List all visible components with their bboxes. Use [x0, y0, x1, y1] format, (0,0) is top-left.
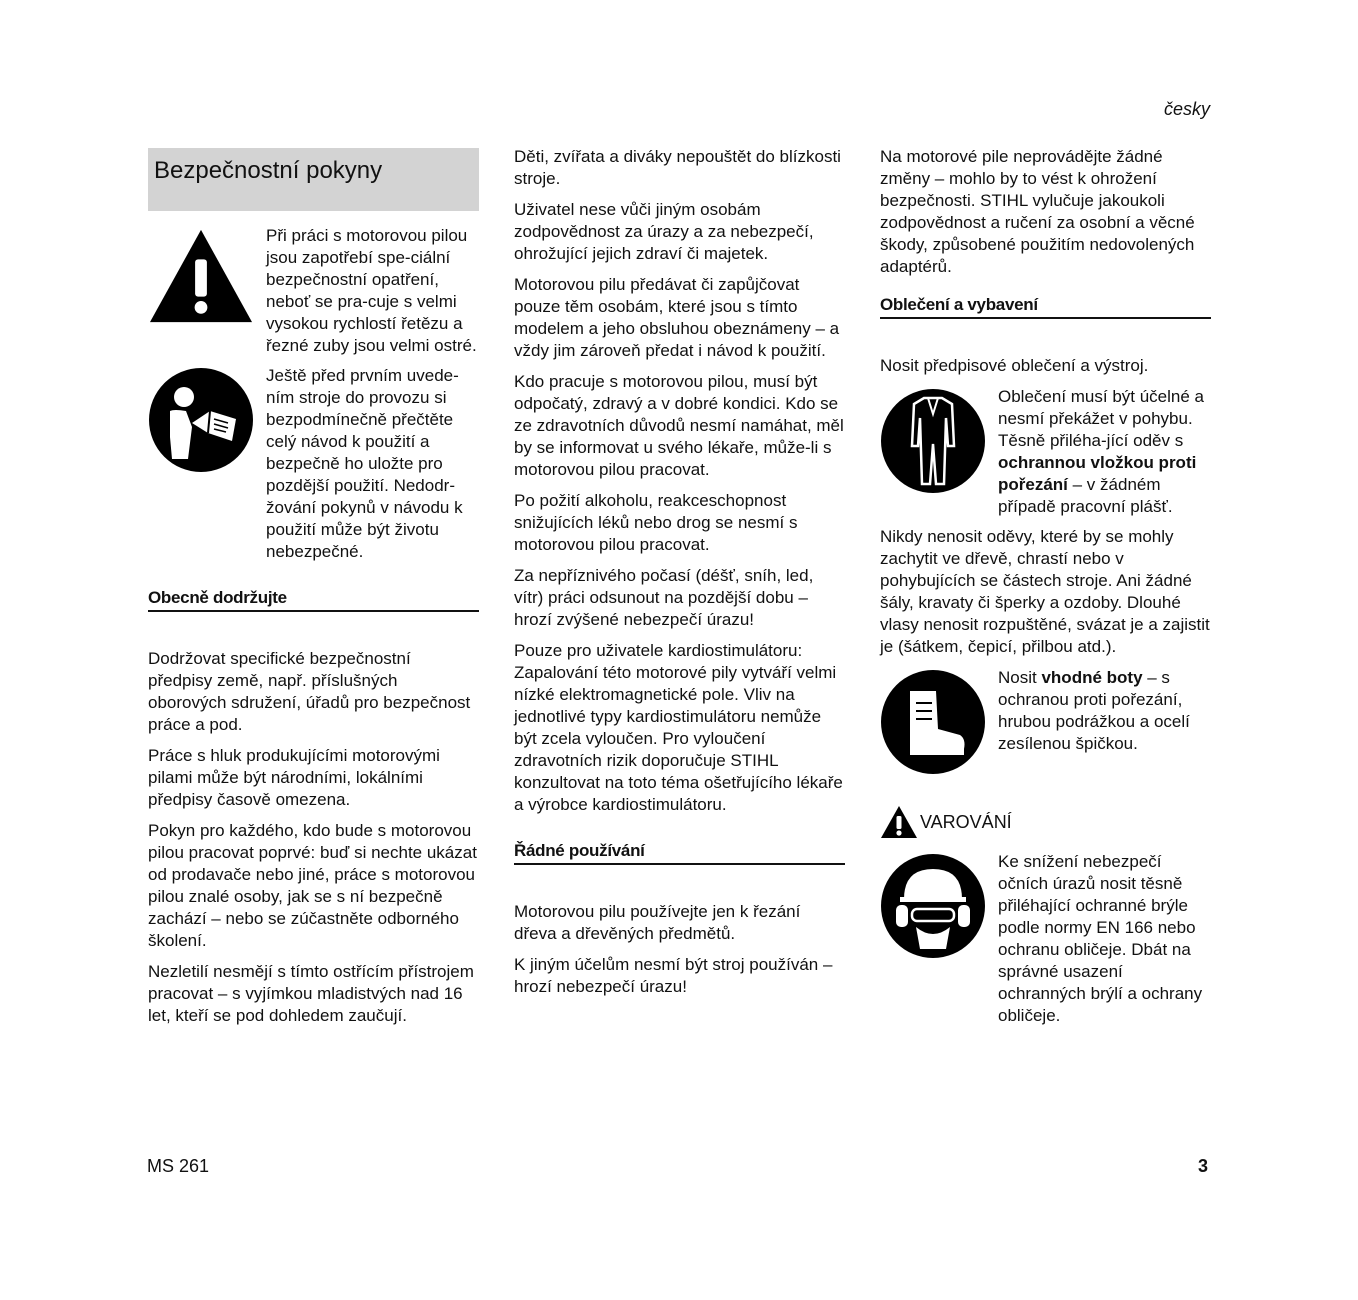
- safety-boot-icon: [880, 669, 986, 775]
- suit-text: Oblečení musí být účelné a nesmí překážet v pohybu. Těsně přiléha-jící oděv s ochrannou vložkou proti pořezání – v žádném případě pracovní plášť.: [998, 387, 1205, 516]
- subheading-clothing: Oblečení a vybavení: [880, 294, 1211, 319]
- paragraph: Za nepříznivého počasí (déšť, sníh, led, vítr) práci odsunout na pozdější dobu – hrozí zvýšené nebezpečí úrazu!: [514, 566, 814, 629]
- manual-row: [148, 365, 479, 563]
- paragraph: Dodržovat specifické bezpečnostní předpisy země, např. příslušných oborových sdružení, úřadů pro bezpečnost práce a pod.: [148, 649, 471, 734]
- page-number: 3: [1197, 1156, 1208, 1176]
- paragraph: Nikdy nenosit oděvy, které by se mohly zachytit ve dřevě, chrastí nebo v pohybujících se částech stroje. Ani žádné šály, kravaty či šperky a ozdoby. Dlouhé vlasy nenosit rozpuštěné, svázat je a zajistit je (šátkem, čepicí, přilbou atd.).: [880, 527, 1210, 656]
- manual-text: Ještě před prvním uvede-ním stroje do provozu si bezpodmínečně přečtěte celý návod k použití a bezpečně ho uložte pro pozdější použití. Nedodr-žování pokynů v návodu k použití může být životu nebezpečné.: [266, 366, 463, 561]
- paragraph: Práce s hluk produkujícími motorovými pilami může být národními, lokálními předpisy časově omezena.: [148, 746, 440, 809]
- warning-heading: [880, 805, 1211, 839]
- read-manual-icon: [148, 367, 254, 473]
- column-1: [148, 148, 479, 1036]
- language-label: česky: [1163, 99, 1210, 119]
- paragraph: Po požití alkoholu, reakceschopnost snižujících léků nebo drog se nesmí s motorovou pilou pracovat.: [514, 491, 798, 554]
- warning-text: Při práci s motorovou pilou jsou zapotřebí spe-ciální bezpečnostní opatření, neboť se pra-cuje s velmi vysokou rychlostí řetězu a řezné zuby jsou velmi ostré.: [266, 226, 477, 355]
- boots-text: Nosit vhodné boty – s ochranou proti pořezání, hrubou podrážkou a ocelí zesílenou špičkou.: [998, 668, 1190, 753]
- column-2: [514, 146, 845, 1007]
- paragraph: Pokyn pro každého, kdo bude s motorovou pilou pracovat poprvé: buď si nechte ukázat od prodavače nebo jiné, práce s motorovou pilou znalé osoby, jak se s ní bezpečně zachází – nebo se zúčastněte odborného školení.: [148, 821, 477, 950]
- paragraph: Motorovou pilu předávat či zapůjčovat pouze těm osobám, které jsou s tímto modelem a jeho obsluhou obeznámeny – a vždy jim zároveň předat i návod k použití.: [514, 275, 840, 360]
- eye-ear-protection-icon: [880, 853, 986, 959]
- goggles-text: Ke snížení nebezpečí očních úrazů nosit těsně přiléhající ochranné brýle podle normy EN 166 nebo ochranu obličeje. Dbát na správné usazení ochranných brýlí a ochrany obličeje.: [998, 852, 1203, 1025]
- footer-model: MS 261: [147, 1156, 210, 1176]
- paragraph: Nosit předpisové oblečení a výstroj.: [880, 356, 1149, 375]
- paragraph: Děti, zvířata a diváky nepouštět do blízkosti stroje.: [514, 147, 841, 188]
- subheading-general: Obecně dodržujte: [148, 587, 479, 612]
- boots-row: [880, 667, 1211, 775]
- paragraph: Uživatel nese vůči jiným osobám zodpovědnost za úrazy a za nebezpečí, ohrožující jejich zdraví či majetek.: [514, 200, 814, 263]
- goggles-row: [880, 851, 1211, 1027]
- section-title: Bezpečnostní pokyny: [148, 148, 479, 211]
- paragraph: Na motorové pile neprovádějte žádné změny – mohlo by to vést k ohrožení bezpečnosti. STIHL vylučuje jakoukoli zodpovědnost a ručení za osobní a věcné škody, způsobené použitím nedovolených adaptérů.: [880, 147, 1195, 276]
- warning-small-icon: [880, 805, 918, 839]
- warning-triangle-icon: [148, 227, 254, 325]
- paragraph: K jiným účelům nesmí být stroj používán – hrozí nebezpečí úrazu!: [514, 955, 833, 996]
- subheading-proper-use: Řádné používání: [514, 840, 845, 865]
- warning-label: VAROVÁNÍ: [920, 812, 1012, 832]
- column-3: [880, 146, 1211, 1035]
- paragraph: Motorovou pilu používejte jen k řezání dřeva a dřevěných předmětů.: [514, 902, 801, 943]
- warning-row: [148, 225, 479, 357]
- paragraph: Pouze pro uživatele kardiostimulátoru: Zapalování této motorové pily vytváří velmi nízké elektromagnetické pole. Vliv na jednotlivé typy kardiostimulátoru nemůže být zcela vyloučen. Pro vyloučení zdravotních rizik doporučuje STIHL konzultovat na toto téma ošetřujícího lékaře a výrobce kardiostimulátoru.: [514, 641, 843, 814]
- paragraph: Kdo pracuje s motorovou pilou, musí být odpočatý, zdravý a v dobré kondici. Kdo se ze zdravotních důvodů nesmí namáhat, měl by se informovat u svého lékaře, může-li s motorovou pilou pracovat.: [514, 372, 844, 479]
- suit-row: [880, 386, 1211, 518]
- protective-suit-icon: [880, 388, 986, 494]
- paragraph: Nezletilí nesmějí s tímto ostřícím přístrojem pracovat – s vyjímkou mladistvých nad 16 let, kteří se pod dohledem zaučují.: [148, 962, 474, 1025]
